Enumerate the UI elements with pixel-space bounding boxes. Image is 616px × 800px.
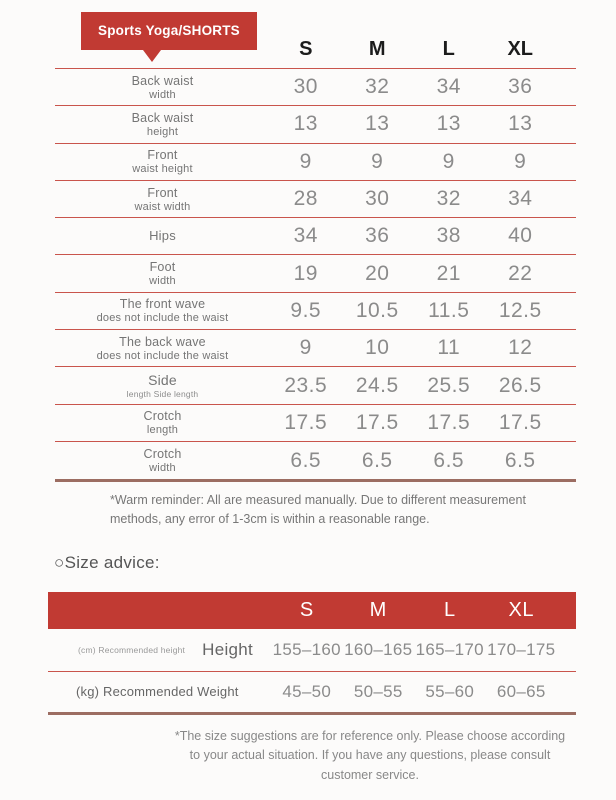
table-row xyxy=(55,405,576,442)
cell-value: 10.5 xyxy=(355,298,399,322)
unit-label: (cm) Recommended height xyxy=(78,644,186,655)
cell-value: 9 xyxy=(514,149,527,173)
size-advice-body xyxy=(48,629,576,715)
measurement-table-body xyxy=(55,68,576,482)
column-header-m: M xyxy=(369,598,387,621)
recommended-height-row xyxy=(48,629,576,672)
table-row xyxy=(55,218,576,255)
column-header-xl: XL xyxy=(508,598,534,621)
cell-value: 12.5 xyxy=(498,298,542,322)
row-label: The front wave does not include the waist xyxy=(96,297,229,325)
column-header-l: L xyxy=(442,37,455,60)
cell-value: 9 xyxy=(299,149,312,173)
cell-value: 38 xyxy=(436,224,461,248)
cell-value: 19 xyxy=(293,261,318,285)
cell-value: 60–65 xyxy=(496,681,546,701)
cell-value: 26.5 xyxy=(498,373,542,397)
cell-value: 155–160 xyxy=(272,639,341,659)
row-label: Front waist height xyxy=(132,148,193,176)
cell-value: 6.5 xyxy=(433,448,465,472)
cell-value: 30 xyxy=(365,187,390,211)
table-row xyxy=(55,144,576,181)
cell-value: 45–50 xyxy=(282,681,332,701)
cell-value: 25.5 xyxy=(427,373,471,397)
row-label: Foot width xyxy=(149,260,176,288)
row-label xyxy=(48,640,271,660)
cell-value: 17.5 xyxy=(427,410,471,434)
cell-value: 6.5 xyxy=(504,448,536,472)
cell-value: 34 xyxy=(293,224,318,248)
table-row xyxy=(55,255,576,292)
column-header-s: S xyxy=(299,37,313,60)
size-advice-header-bar xyxy=(48,592,576,629)
cell-value: 17.5 xyxy=(355,410,399,434)
table-row xyxy=(55,106,576,143)
cell-value: 28 xyxy=(293,187,318,211)
cell-value: 11.5 xyxy=(428,298,470,322)
cell-value: 9 xyxy=(442,149,455,173)
cell-value: 36 xyxy=(508,75,533,99)
cell-value: 165–170 xyxy=(415,639,484,659)
row-label: Crotch length xyxy=(143,409,182,437)
cell-value: 17.5 xyxy=(284,410,328,434)
table-row xyxy=(55,330,576,367)
cell-value: 170–175 xyxy=(487,639,556,659)
product-category-badge xyxy=(81,12,257,50)
row-label: Crotch width xyxy=(143,447,182,475)
weight-label: (kg) Recommended Weight xyxy=(76,684,239,700)
cell-value: 9 xyxy=(371,149,384,173)
column-header-s: S xyxy=(299,598,314,621)
table-row xyxy=(55,367,576,404)
cell-value: 13 xyxy=(293,112,318,136)
cell-value: 13 xyxy=(365,112,390,136)
cell-value: 34 xyxy=(508,187,533,211)
cell-value: 12 xyxy=(508,336,533,360)
cell-value: 30 xyxy=(293,75,318,99)
size-advice-heading: ○Size advice: xyxy=(54,552,160,572)
size-suggestion-note: *The size suggestions are for reference only. Please choose according to your actual situation. If you have any questions, please consult customer service. xyxy=(174,728,566,782)
row-label: The back wave does not include the waist xyxy=(96,334,229,362)
badge-pointer-arrow xyxy=(143,50,161,62)
table-row xyxy=(55,69,576,106)
cell-value: 9 xyxy=(299,336,312,360)
cell-value: 6.5 xyxy=(290,448,322,472)
cell-value: 21 xyxy=(436,261,461,285)
cell-value: 50–55 xyxy=(353,681,403,701)
table-row xyxy=(55,293,576,330)
recommended-weight-row xyxy=(48,672,576,712)
cell-value: 13 xyxy=(508,112,533,136)
cell-value: 160–165 xyxy=(344,639,413,659)
row-label: Back waist height xyxy=(131,110,194,138)
cell-value: 36 xyxy=(365,224,390,248)
cell-value: 10 xyxy=(365,336,390,360)
cell-value: 6.5 xyxy=(361,448,393,472)
table-row xyxy=(55,181,576,218)
column-header-l: L xyxy=(443,598,456,621)
cell-value: 34 xyxy=(436,75,461,99)
warm-reminder-note: *Warm reminder: All are measured manually. Due to different measurement methods, any error of 1-3cm is within a reasonable range. xyxy=(110,493,526,527)
row-label: Back waist width xyxy=(131,73,194,101)
row-label: Side length Side length xyxy=(126,372,199,400)
cell-value: 9.5 xyxy=(290,298,322,322)
size-advice-table xyxy=(48,592,576,715)
cell-value: 40 xyxy=(508,224,533,248)
table-row xyxy=(55,442,576,479)
cell-value: 20 xyxy=(365,261,390,285)
cell-value: 32 xyxy=(436,187,461,211)
cell-value: 17.5 xyxy=(498,410,542,434)
row-label: Hips xyxy=(149,228,176,244)
cell-value: 13 xyxy=(436,112,461,136)
measurement-table xyxy=(55,30,576,482)
row-label: Front waist width xyxy=(134,185,191,213)
column-header-xl: XL xyxy=(507,37,534,60)
cell-value: 55–60 xyxy=(425,681,475,701)
cell-value: 24.5 xyxy=(355,373,399,397)
cell-value: 11 xyxy=(437,336,461,360)
cell-value: 22 xyxy=(508,261,533,285)
cell-value: 23.5 xyxy=(284,373,328,397)
cell-value: 32 xyxy=(365,75,390,99)
column-header-m: M xyxy=(368,37,386,60)
badge-label: Sports Yoga/SHORTS xyxy=(98,23,240,38)
height-label: Height xyxy=(202,639,254,659)
